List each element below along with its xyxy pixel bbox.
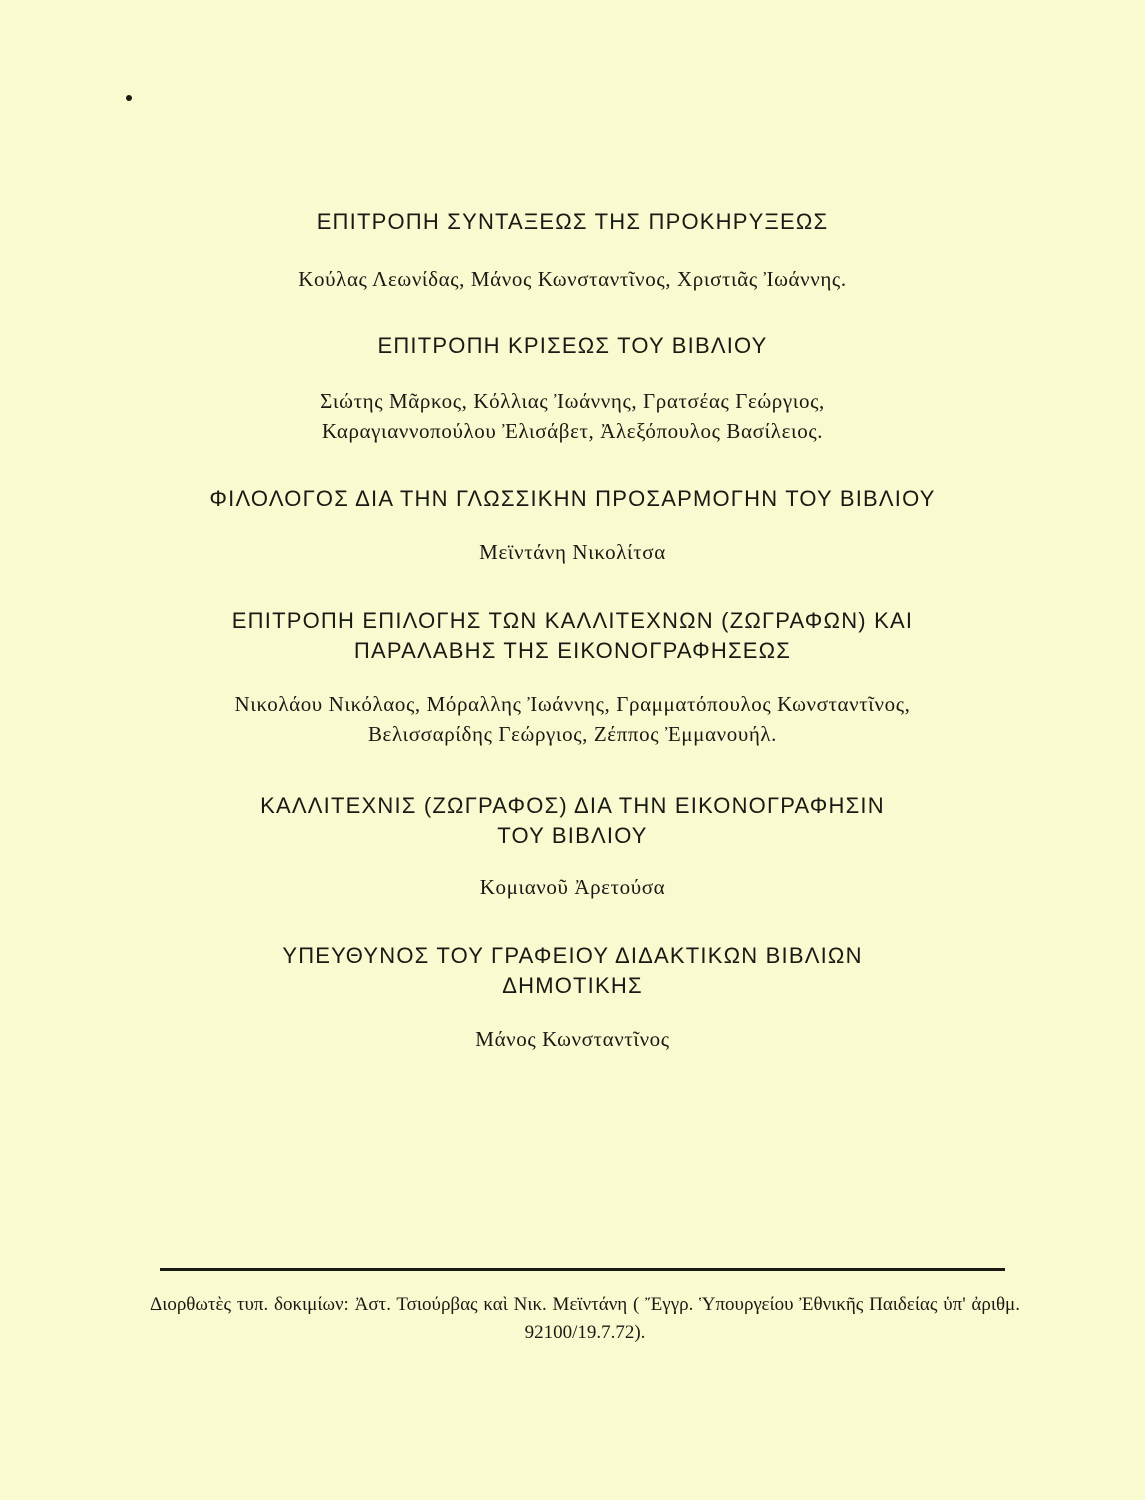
heading-line: ΠΑΡΑΛΑΒΗΣ ΤΗΣ ΕΙΚΟΝΟΓΡΑΦΗΣΕΩΣ bbox=[353, 638, 792, 663]
section-heading-illustrator bbox=[0, 791, 1145, 851]
ink-dot bbox=[126, 95, 132, 101]
names-line: Νικολάου Νικόλαος, Μόραλλης Ἰωάννης, Γραμματόπουλος Κωνσταντῖνος, bbox=[234, 692, 911, 716]
section-names-judging-committee bbox=[0, 386, 1145, 446]
heading-line: ΚΑΛΛΙΤΕΧΝΙΣ (ΖΩΓΡΑΦΟΣ) ΔΙΑ ΤΗΝ ΕΙΚΟΝΟΓΡΑΦΗΣΙΝ bbox=[260, 793, 885, 818]
section-heading-office-head bbox=[0, 941, 1145, 1001]
heading-line: ΕΠΙΤΡΟΠΗ ΚΡΙΣΕΩΣ ΤΟΥ ΒΙΒΛΙΟΥ bbox=[377, 333, 768, 358]
section-names-illustrator bbox=[0, 872, 1145, 902]
section-heading-drafting-committee bbox=[0, 207, 1145, 237]
names-line: Μάνος Κωνσταντῖνος bbox=[475, 1027, 670, 1051]
section-names-drafting-committee bbox=[0, 264, 1145, 294]
names-line: Καραγιαννοπούλου Ἐλισάβετ, Ἀλεξόπουλος Βασίλειος. bbox=[321, 419, 824, 443]
section-names-artist-selection-committee bbox=[0, 689, 1145, 749]
heading-line: ΕΠΙΤΡΟΠΗ ΕΠΙΛΟΓΗΣ ΤΩΝ ΚΑΛΛΙΤΕΧΝΩΝ (ΖΩΓΡΑΦΩΝ) ΚΑΙ bbox=[231, 608, 914, 633]
heading-line: ΤΟΥ ΒΙΒΛΙΟΥ bbox=[497, 823, 648, 848]
heading-line: ΕΠΙΤΡΟΠΗ ΣΥΝΤΑΞΕΩΣ ΤΗΣ ΠΡΟΚΗΡΥΞΕΩΣ bbox=[316, 209, 829, 234]
heading-line: ΦΙΛΟΛΟΓΟΣ ΔΙΑ ΤΗΝ ΓΛΩΣΣΙΚΗΝ ΠΡΟΣΑΡΜΟΓΗΝ ΤΟΥ ΒΙΒΛΙΟΥ bbox=[209, 486, 936, 511]
section-names-philologist bbox=[0, 537, 1145, 567]
footnote-rule bbox=[160, 1268, 1005, 1271]
proofreaders-footnote: Διορθωτὲς τυπ. δοκιμίων: Ἀστ. Τσιούρβας καὶ Νικ. Μεϊντάνη ( Ἔγγρ. Ὑπουργείου Ἐθνικῆς Παιδείας ὑπ' ἀριθμ. 92100/19.7.72). bbox=[150, 1294, 1020, 1343]
heading-line: ΔΗΜΟΤΙΚΗΣ bbox=[502, 973, 643, 998]
names-line: Μεϊντάνη Νικολίτσα bbox=[479, 540, 666, 564]
names-line: Κομιανοῦ Ἀρετούσα bbox=[479, 875, 666, 899]
section-heading-philologist bbox=[0, 484, 1145, 514]
section-names-office-head bbox=[0, 1024, 1145, 1054]
names-line: Βελισσαρίδης Γεώργιος, Ζέππος Ἐμμανουήλ. bbox=[367, 722, 778, 746]
names-line: Κούλας Λεωνίδας, Μάνος Κωνσταντῖνος, Χριστιᾶς Ἰωάννης. bbox=[298, 267, 847, 291]
names-line: Σιώτης Μᾶρκος, Κόλλιας Ἰωάννης, Γρατσέας Γεώργιος, bbox=[320, 389, 825, 413]
heading-line: ΥΠΕΥΘΥΝΟΣ ΤΟΥ ΓΡΑΦΕΙΟΥ ΔΙΔΑΚΤΙΚΩΝ ΒΙΒΛΙΩΝ bbox=[282, 943, 863, 968]
section-heading-judging-committee bbox=[0, 331, 1145, 361]
section-heading-artist-selection-committee bbox=[0, 606, 1145, 666]
